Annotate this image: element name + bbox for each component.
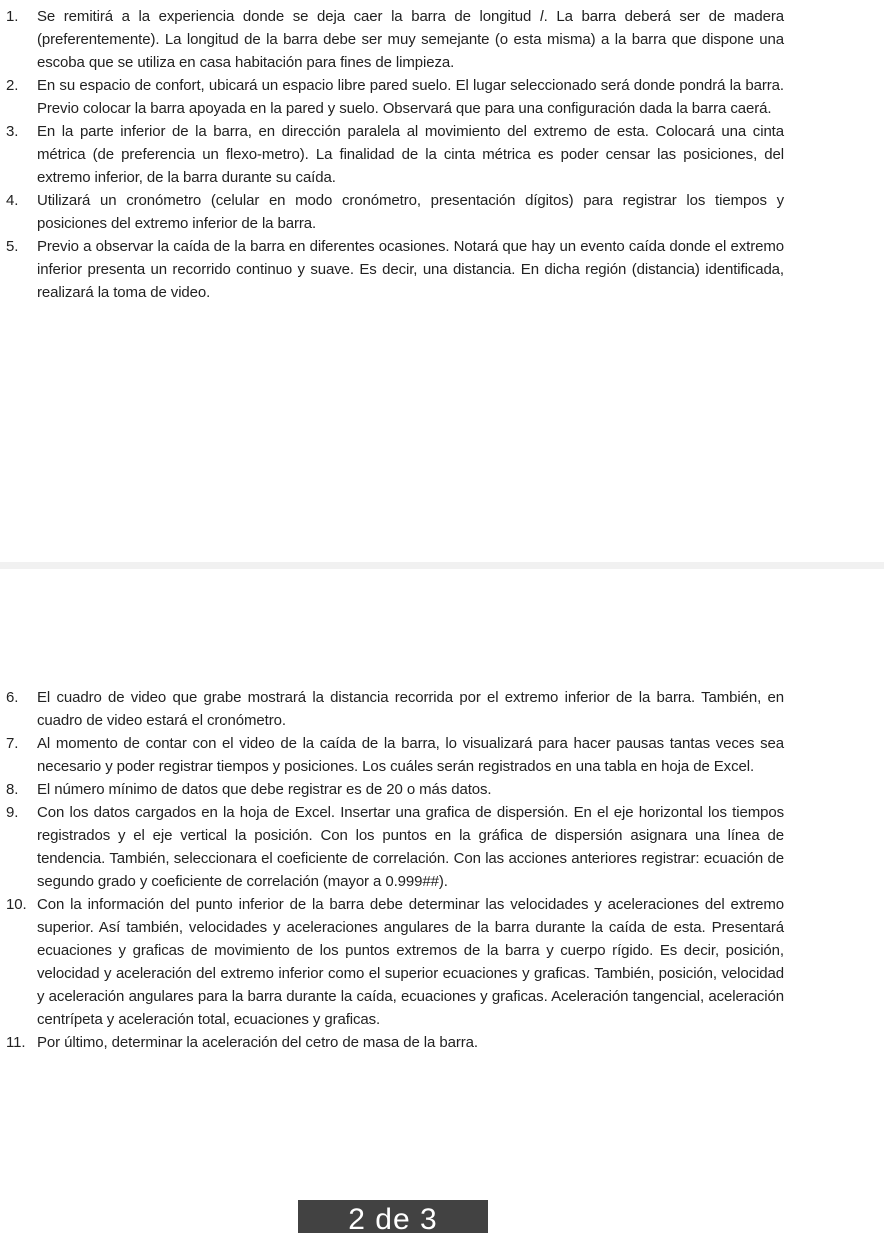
- list-item: [0, 0, 884, 74]
- list-item-text: Se remitirá a la experiencia donde se deja caer la barra de longitud 𝑙. La barra deberá ser de madera (preferentemente). La longitud de la barra debe ser muy semejante (o esta misma) a la barra que dispone una escoba que se utiliza en casa habitación para fines de limpieza.: [37, 8, 784, 71]
- instruction-list-page-1: [0, 0, 884, 304]
- list-item-number: 4.: [6, 192, 19, 209]
- list-item-number: 11.: [6, 1034, 26, 1051]
- list-item-text: En su espacio de confort, ubicará un espacio libre pared suelo. El lugar seleccionado será donde pondrá la barra. Previo colocar la barra apoyada en la pared y suelo. Observará que para una configuración dada la barra caerá.: [37, 77, 784, 117]
- list-item-text: El número mínimo de datos que debe registrar es de 20 o más datos.: [37, 781, 492, 798]
- page-separator: [0, 562, 884, 569]
- list-item-number: 8.: [6, 781, 19, 798]
- list-item-text: Previo a observar la caída de la barra en diferentes ocasiones. Notará que hay un evento caída donde el extremo inferior presenta un recorrido continuo y suave. Es decir, una distancia. En dicha región (distancia) identificada, realizará la toma de video.: [37, 238, 784, 301]
- list-item-number: 5.: [6, 238, 19, 255]
- document-page-2: [0, 569, 884, 1233]
- list-item-number: 7.: [6, 735, 19, 752]
- list-item-number: 3.: [6, 123, 19, 140]
- list-item-text: Utilizará un cronómetro (celular en modo cronómetro, presentación dígitos) para registrar los tiempos y posiciones del extremo inferior de la barra.: [37, 192, 784, 232]
- list-item-number: 10.: [6, 896, 27, 913]
- list-item-text: Por último, determinar la aceleración del cetro de masa de la barra.: [37, 1034, 478, 1051]
- list-item: [0, 120, 884, 189]
- list-item: [0, 732, 884, 778]
- list-item-text: Con los datos cargados en la hoja de Excel. Insertar una grafica de dispersión. En el eje horizontal los tiempos registrados y el eje vertical la posición. Con los puntos en la gráfica de dispersión asignara una línea de tendencia. También, seleccionara el coeficiente de correlación. Con las acciones anteriores registrar: ecuación de segundo grado y coeficiente de correlación (mayor a 0.999##).: [37, 804, 784, 890]
- list-item-text: El cuadro de video que grabe mostrará la distancia recorrida por el extremo inferior de la barra. También, en cuadro de video estará el cronómetro.: [37, 689, 784, 729]
- list-item-text: En la parte inferior de la barra, en dirección paralela al movimiento del extremo de esta. Colocará una cinta métrica (de preferencia un flexo-metro). La finalidad de la cinta métrica es poder censar las posiciones, del extremo inferior, de la barra durante su caída.: [37, 123, 784, 186]
- list-item-text: Al momento de contar con el video de la caída de la barra, lo visualizará para hacer pausas tantas veces sea necesario y poder registrar tiempos y posiciones. Los cuáles serán registrados en una tabla en hoja de Excel.: [37, 735, 784, 775]
- list-item: [0, 893, 884, 1031]
- list-item-text: Con la información del punto inferior de la barra debe determinar las velocidades y aceleraciones del extremo superior. Así también, velocidades y aceleraciones angulares de la barra durante la caída de esta. Presentará ecuaciones y graficas de movimiento de los puntos extremos de la barra y cuerpo rígido. Es decir, posición, velocidad y aceleración del extremo inferior como el superior ecuaciones y graficas. También, posición, velocidad y aceleración angulares para la barra durante la caída, ecuaciones y graficas. Aceleración tangencial, aceleración centrípeta y aceleración total, ecuaciones y graficas.: [37, 896, 784, 1028]
- list-item-number: 9.: [6, 804, 19, 821]
- list-item: [0, 235, 884, 304]
- document-page-1: [0, 0, 884, 562]
- list-item: [0, 801, 884, 893]
- instruction-list-page-2: [0, 686, 884, 1054]
- list-item: [0, 686, 884, 732]
- list-item: [0, 189, 884, 235]
- list-item-number: 1.: [6, 8, 19, 25]
- list-item: [0, 1031, 884, 1054]
- page-indicator: 2 de 3: [298, 1200, 488, 1233]
- list-item: [0, 74, 884, 120]
- list-item-number: 2.: [6, 77, 19, 94]
- list-item-number: 6.: [6, 689, 19, 706]
- list-item: [0, 778, 884, 801]
